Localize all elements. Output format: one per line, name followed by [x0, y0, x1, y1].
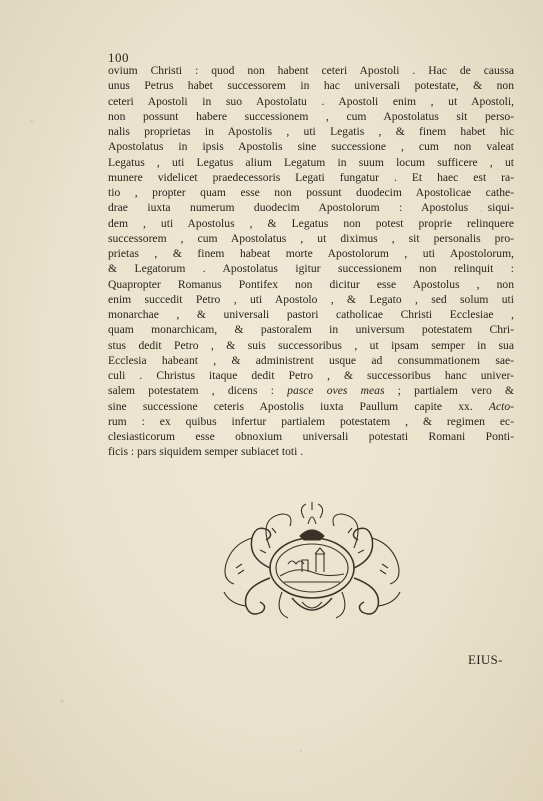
ornament-vignette [212, 488, 412, 628]
text-line: Legatus , uti Legatus alium Legatum in suum locum sufficere , ut [108, 155, 514, 169]
text-line: non possunt habere successionem , cum Apostolatus sit perso- [108, 109, 514, 123]
text-line: rum : ex quibus infertur partialem potestatem , & regimen ec- [108, 414, 514, 428]
text-line: stus dedit Petro , & suis successoribus , ut ipsam semper in sua [108, 338, 514, 352]
text-line: successorem , cum Apostolatus , ut diximus , sit personalis pro- [108, 231, 514, 245]
text-line: & Legatorum . Apostolatus igitur successionem non relinquit : [108, 262, 514, 276]
text-line: munere videlicet praedecessoris Legati fungatur . Et haec est ra- [108, 170, 514, 184]
text-line: nalis proprietas in Apostolis , uti Legatis , & finem habet hic [108, 125, 514, 138]
text-line: tio , propter quam esse non possunt duodecim Apostolicae cathe- [108, 186, 514, 199]
text-line: sine successione ceteris Apostolis iuxta Paullum capite xx. Acto- [108, 399, 514, 413]
body-text [108, 63, 514, 460]
text-line: ovium Christi : quod non habent ceteri Apostoli . Hac de caussa [108, 64, 514, 77]
text-line: quam monarchicam, & pastoralem in universum potestatem Chri- [108, 323, 514, 337]
catchword: EIUS- [468, 652, 503, 667]
text-line: prietas , & finem habeat morte Apostolorum , uti Apostolorum, [108, 247, 514, 260]
text-line: ficis : pars siquidem semper subiacet toti . [108, 445, 304, 459]
text-line: ceteri Apostoli in suo Apostolatu . Apostoli enim , ut Apostoli, [108, 94, 514, 108]
text-line: culi . Christus itaque dedit Petro , & successoribus hanc univer- [108, 369, 514, 382]
text-line: enim succedit Petro , uti Apostolo , & Legato , sed solum uti [108, 292, 514, 306]
text-line: Apostolatus in ipsis Apostolis sine successione , cum non valeat [108, 140, 514, 154]
italic-citation: pasce oves meas [287, 384, 385, 398]
text-line: monarchae , & universali pastori catholicae Christi Ecclesiae , [108, 308, 514, 321]
text-line: Ecclesia habeant , & administrent usque ad consummationem sae- [108, 353, 514, 367]
text-line: salem potestatem , dicens : pasce oves meas ; partialem vero & [108, 384, 514, 398]
text-line: dem , uti Apostolus , & Legatus non potest proprie relinquere [108, 216, 514, 230]
text-line: unus Petrus habet successorem in hac universali potestate, & non [108, 79, 514, 93]
page-number: 100 [108, 50, 129, 65]
text-line: Quapropter Romanus Pontifex non dicitur esse Apostolus , non [108, 277, 514, 291]
text-line: drae iuxta numerum duodecim Apostolorum : Apostolus siqui- [108, 201, 514, 215]
italic-citation: Acto- [488, 399, 514, 413]
text-line: clesiasticorum esse obnoxium universali potestati Romani Ponti- [108, 430, 514, 443]
